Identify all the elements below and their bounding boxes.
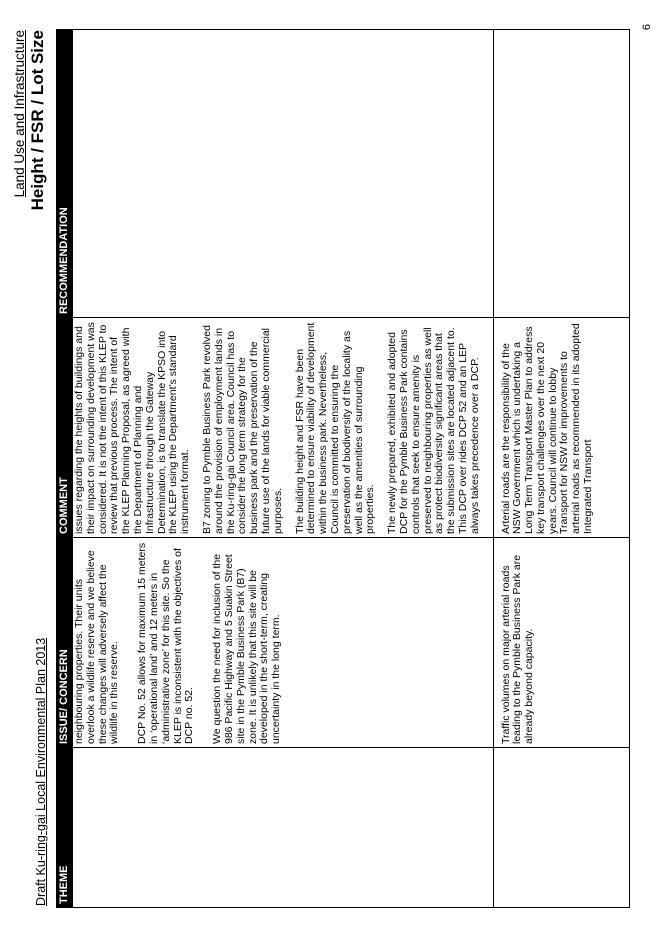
comment-paragraph: B7 zoning to Pymble Business Park revolved around the provision of employment lands in the Ku-ring-gai Council area. Council has to consider the long term strategy for the business park and the preservation of the future use of the lands for viable commercial purposes. xyxy=(200,325,284,534)
issue-cell xyxy=(73,538,494,748)
issue-paragraph: We question the need for inclusion of the 986 Pacific Highway and 5 Suakin Street site in the Pymble Business Park (B7) zone. It is unlikely that this site will be developed in the short-term, creating uncertainty in the long term. xyxy=(211,553,283,744)
header-comment: COMMENT xyxy=(57,318,73,538)
submissions-table xyxy=(56,29,630,908)
table-row xyxy=(73,30,494,908)
issue-paragraph: neighbouring properties. Their units overlook a wildlife reserve and we believe these changes will adversely affect the wildlife in this reserve. xyxy=(73,550,121,744)
header-issue-concern: ISSUE/ CONCERN xyxy=(57,538,73,748)
recommendation-cell xyxy=(73,30,494,318)
recommendation-cell xyxy=(493,30,630,318)
section-header xyxy=(12,30,48,210)
issue-paragraph: Traffic volumes on major arterial roads leading to the Pymble Business Park are already beyond capacity. xyxy=(499,554,536,744)
section-category: Land Use and Infrastructure xyxy=(12,30,27,198)
issue-paragraph: DCP No. 52 allows for maximum 15 meters in ‘operational land’ and 12 meters in ‘administrative zone’ for this site. So the KLEP is inconsistent with the objectives of DCP no. 52. xyxy=(136,542,196,744)
comment-paragraph: The building height and FSR have been determined to ensure viability of development within the business park. Nevertheless, Council is committed to ensuring the preservation of biodiversity of the locality as well as the amenities of surrounding properties. xyxy=(293,322,377,534)
page-number: 6 xyxy=(641,24,653,31)
table-header-row xyxy=(57,30,73,908)
header-recommendation: RECOMMENDATION xyxy=(57,30,73,318)
comment-paragraph: The newly prepared, exhibited and adopted DCP for the Pymble Business Park contains controls that seek to ensure amenity is preserved to neighbouring properties as well as protect biodiversity significant areas that the submission sites are located adjacent to. This DCP over rides DCP 52 and an LEP always takes precedence over a DCP. xyxy=(386,327,481,534)
comment-paragraph: issues regarding the heights of buildings and their impact on surrounding development was considered. It is not the intent of this KLEP to review that previous process. The intent of the KLEP Planning Proposal, as agreed with the Department of Planning and Infrastructure through the Gateway Determination, is to translate the KPSO into the KLEP using the Department’s standard instrument format. xyxy=(73,322,192,534)
header-theme: THEME xyxy=(57,748,73,908)
section-title: Height / FSR / Lot Size xyxy=(28,30,47,211)
document-title: Draft Ku-ring-gai Local Environmental Plan 2013 xyxy=(34,637,48,906)
theme-cell xyxy=(493,748,630,908)
table-row xyxy=(493,30,630,908)
comment-cell xyxy=(493,318,630,538)
issue-cell xyxy=(493,538,630,748)
comment-paragraph: Arterial roads are the responsibility of the NSW Government which is undertaking a Long Term Transport Master Plan to address key transport challenges over the next 20 years. Council will continue to lobby Transport for NSW for improvements to arterial roads as recommended in its adopted Integrated Transport xyxy=(499,323,595,534)
theme-cell xyxy=(73,748,494,908)
comment-cell xyxy=(73,318,494,538)
